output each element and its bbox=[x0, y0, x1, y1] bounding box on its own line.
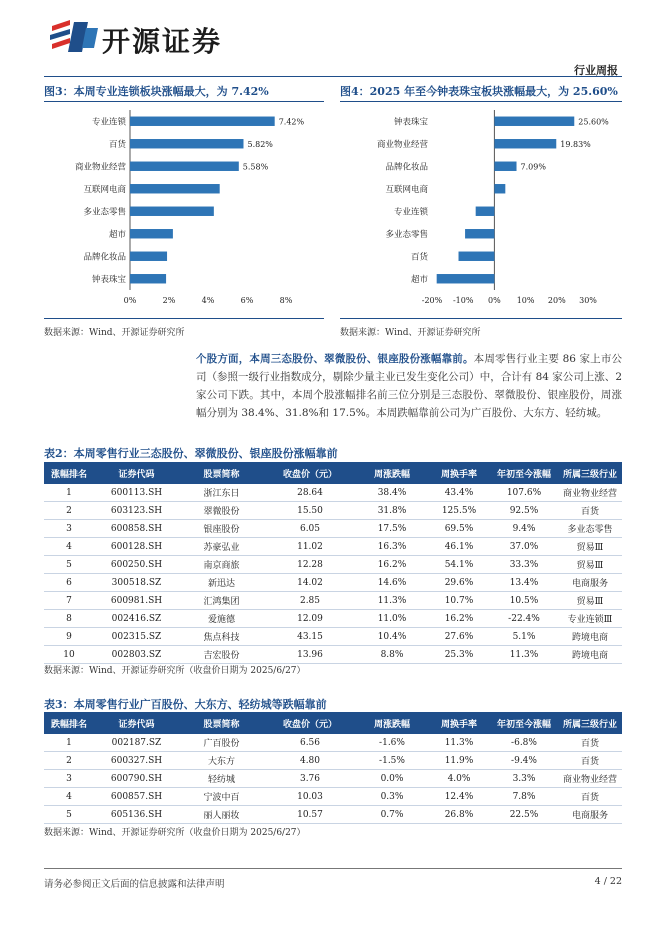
category-label: 超市 bbox=[410, 274, 428, 285]
table-cell: 3 bbox=[44, 770, 94, 788]
table-cell: 电商服务 bbox=[558, 806, 622, 824]
table-cell: 600981.SH bbox=[94, 592, 179, 610]
fig4-source: 数据来源：Wind、开源证券研究所 bbox=[340, 328, 481, 338]
table-cell: 10.03 bbox=[264, 788, 356, 806]
table-cell: 46.1% bbox=[428, 538, 490, 556]
table-cell: 002803.SZ bbox=[94, 646, 179, 664]
table3-title: 表3：本周零售行业广百股份、大东方、轻纺城等跌幅靠前 bbox=[44, 698, 327, 711]
table-cell: 0.3% bbox=[356, 788, 428, 806]
table-cell: 轻纺城 bbox=[179, 770, 264, 788]
table-cell: 宁波中百 bbox=[179, 788, 264, 806]
table-cell: 125.5% bbox=[428, 502, 490, 520]
category-label: 专业连锁 bbox=[393, 207, 428, 218]
bar-1 bbox=[130, 117, 275, 126]
table-cell: 0.0% bbox=[356, 770, 428, 788]
table-row bbox=[44, 520, 622, 538]
table-header-row bbox=[44, 712, 622, 734]
table-cell: 16.2% bbox=[356, 556, 428, 574]
column-header: 股票简称 bbox=[179, 462, 264, 484]
table-cell: 22.5% bbox=[490, 806, 558, 824]
table-cell: -6.8% bbox=[490, 734, 558, 752]
category-label: 百货 bbox=[108, 139, 126, 150]
table-cell: 爱施德 bbox=[179, 610, 264, 628]
x-tick-label: 10% bbox=[516, 296, 535, 305]
table2-title: 表2：本周零售行业三态股份、翠微股份、银座股份涨幅靠前 bbox=[44, 447, 338, 460]
bar-3 bbox=[130, 162, 239, 171]
table-cell: 600113.SH bbox=[94, 484, 179, 502]
table-cell: 4.80 bbox=[264, 752, 356, 770]
table-cell: 603123.SH bbox=[94, 502, 179, 520]
bar-8 bbox=[437, 274, 495, 283]
table-cell: 新迅达 bbox=[179, 574, 264, 592]
table-cell: 3.76 bbox=[264, 770, 356, 788]
column-header: 年初至今涨幅 bbox=[490, 712, 558, 734]
table-cell: 600790.SH bbox=[94, 770, 179, 788]
table-row bbox=[44, 592, 622, 610]
table-row bbox=[44, 556, 622, 574]
category-label: 互联网电商 bbox=[385, 184, 428, 195]
table-cell: 2 bbox=[44, 752, 94, 770]
footer-divider bbox=[44, 868, 622, 869]
table-cell: 600327.SH bbox=[94, 752, 179, 770]
table-cell: 27.6% bbox=[428, 628, 490, 646]
table-cell: 300518.SZ bbox=[94, 574, 179, 592]
bar-2 bbox=[130, 139, 243, 148]
table-row bbox=[44, 646, 622, 664]
table-cell: 69.5% bbox=[428, 520, 490, 538]
table-cell: 600128.SH bbox=[94, 538, 179, 556]
table-cell: 1 bbox=[44, 484, 94, 502]
table-cell: 专业连锁Ⅲ bbox=[558, 610, 622, 628]
x-tick-label: 0% bbox=[488, 296, 501, 305]
table-cell: 16.2% bbox=[428, 610, 490, 628]
category-label: 品牌化妆品 bbox=[385, 162, 428, 173]
table-cell: 92.5% bbox=[490, 502, 558, 520]
bar-8 bbox=[130, 274, 166, 283]
bar-4 bbox=[494, 184, 505, 193]
table-row bbox=[44, 788, 622, 806]
table-cell: 10 bbox=[44, 646, 94, 664]
table-cell: 汇鸿集团 bbox=[179, 592, 264, 610]
bar-6 bbox=[130, 229, 173, 238]
body-paragraph bbox=[196, 350, 622, 422]
column-header: 所属三级行业 bbox=[558, 712, 622, 734]
bar-6 bbox=[465, 229, 494, 238]
table-cell: 贸易Ⅲ bbox=[558, 592, 622, 610]
table-cell: 11.3% bbox=[356, 592, 428, 610]
table-cell: 10.5% bbox=[490, 592, 558, 610]
table-cell: 12.4% bbox=[428, 788, 490, 806]
table-cell: 11.3% bbox=[490, 646, 558, 664]
column-header: 周换手率 bbox=[428, 462, 490, 484]
category-label: 商业物业经营 bbox=[74, 162, 126, 173]
data-label: 19.83% bbox=[560, 139, 591, 149]
bar-5 bbox=[130, 207, 214, 216]
table-cell: 9 bbox=[44, 628, 94, 646]
fig4-chart bbox=[340, 106, 622, 316]
table-row bbox=[44, 502, 622, 520]
table-cell: 107.6% bbox=[490, 484, 558, 502]
table-cell: 跨境电商 bbox=[558, 646, 622, 664]
table-cell: -1.5% bbox=[356, 752, 428, 770]
table-row bbox=[44, 752, 622, 770]
category-label: 专业连锁 bbox=[91, 117, 126, 128]
x-tick-label: 0% bbox=[123, 296, 137, 305]
table-cell: 43.4% bbox=[428, 484, 490, 502]
table-cell: 0.7% bbox=[356, 806, 428, 824]
table-cell: 9.4% bbox=[490, 520, 558, 538]
table-row bbox=[44, 484, 622, 502]
data-label: 5.58% bbox=[242, 162, 269, 172]
table-cell: -1.6% bbox=[356, 734, 428, 752]
category-label: 钟表珠宝 bbox=[393, 117, 428, 128]
table-row bbox=[44, 610, 622, 628]
table-cell: 商业物业经营 bbox=[558, 770, 622, 788]
table-cell: 3 bbox=[44, 520, 94, 538]
column-header: 周涨跌幅 bbox=[356, 712, 428, 734]
table-cell: 多业态零售 bbox=[558, 520, 622, 538]
bar-1 bbox=[494, 117, 574, 126]
table-cell: 605136.SH bbox=[94, 806, 179, 824]
column-header: 证券代码 bbox=[94, 712, 179, 734]
column-header: 年初至今涨幅 bbox=[490, 462, 558, 484]
x-tick-label: 30% bbox=[579, 296, 597, 305]
table-cell: 浙江东日 bbox=[179, 484, 264, 502]
category-label: 多业态零售 bbox=[83, 207, 126, 218]
table-cell: 翠微股份 bbox=[179, 502, 264, 520]
fig3-chart bbox=[44, 106, 324, 316]
report-type-label: 行业周报 bbox=[574, 64, 618, 77]
table-row bbox=[44, 734, 622, 752]
table-row bbox=[44, 806, 622, 824]
table-cell: 11.0% bbox=[356, 610, 428, 628]
column-header: 证券代码 bbox=[94, 462, 179, 484]
table-cell: 百货 bbox=[558, 752, 622, 770]
fig3-bottom-rule bbox=[44, 318, 324, 319]
table-cell: 14.02 bbox=[264, 574, 356, 592]
table-cell: 002416.SZ bbox=[94, 610, 179, 628]
table-row bbox=[44, 770, 622, 788]
paragraph-lead: 个股方面，本周三态股份、翠微股份、银座股份涨幅靠前。 bbox=[196, 353, 474, 365]
x-tick-label: -10% bbox=[452, 296, 474, 305]
table-cell: 6 bbox=[44, 574, 94, 592]
fig3-title: 图3：本周专业连锁板块涨幅最大，为 7.42% bbox=[44, 85, 269, 98]
table-cell: 11.02 bbox=[264, 538, 356, 556]
x-tick-label: 4% bbox=[201, 296, 215, 305]
table-cell: 26.8% bbox=[428, 806, 490, 824]
table-cell: 16.3% bbox=[356, 538, 428, 556]
table-cell: 丽人丽妆 bbox=[179, 806, 264, 824]
x-tick-label: 2% bbox=[162, 296, 176, 305]
table-cell: 2 bbox=[44, 502, 94, 520]
paragraph-text: 本周零售行业主要 86 家上市公司（参照一级行业指数成分，剔除少量主业已发生变化公司）中，合计有 84 家公司上涨、2 家公司下跌。其中，本周个股涨幅排名前三位分别是三态股份、翠微股份、银座股份，周涨幅分别为 38.4%、31.8%和 17.5%。本周跌幅靠前公司为广百股份、大东方、轻纺城。 bbox=[196, 353, 622, 419]
table-cell: 电商服务 bbox=[558, 574, 622, 592]
bar-7 bbox=[130, 252, 167, 261]
table3-source: 数据来源：Wind、开源证券研究所（收盘价日期为 2025/6/27） bbox=[44, 828, 306, 838]
column-header: 所属三级行业 bbox=[558, 462, 622, 484]
column-header: 股票简称 bbox=[179, 712, 264, 734]
bar-3 bbox=[494, 162, 516, 171]
table-cell: 跨境电商 bbox=[558, 628, 622, 646]
table-cell: 8.8% bbox=[356, 646, 428, 664]
table3 bbox=[44, 712, 622, 824]
brand-logo bbox=[48, 18, 100, 56]
table-cell: 54.1% bbox=[428, 556, 490, 574]
table-cell: 11.9% bbox=[428, 752, 490, 770]
x-tick-label: 6% bbox=[240, 296, 254, 305]
table-cell: 10.57 bbox=[264, 806, 356, 824]
bar-4 bbox=[130, 184, 220, 193]
table-cell: 3.3% bbox=[490, 770, 558, 788]
table-cell: -22.4% bbox=[490, 610, 558, 628]
fig4-title-rule bbox=[340, 101, 622, 102]
table-cell: 29.6% bbox=[428, 574, 490, 592]
table-cell: 6.05 bbox=[264, 520, 356, 538]
column-header: 周涨跌幅 bbox=[356, 462, 428, 484]
x-tick-label: 8% bbox=[279, 296, 293, 305]
category-label: 商业物业经营 bbox=[376, 139, 428, 150]
table-cell: 002187.SZ bbox=[94, 734, 179, 752]
table2-source: 数据来源：Wind、开源证券研究所（收盘价日期为 2025/6/27） bbox=[44, 666, 306, 676]
table-cell: 43.15 bbox=[264, 628, 356, 646]
table-row bbox=[44, 628, 622, 646]
table-cell: 37.0% bbox=[490, 538, 558, 556]
table-cell: 广百股份 bbox=[179, 734, 264, 752]
table-cell: 贸易Ⅲ bbox=[558, 556, 622, 574]
table-cell: 焦点科技 bbox=[179, 628, 264, 646]
fig3-source: 数据来源：Wind、开源证券研究所 bbox=[44, 328, 185, 338]
table-cell: 8 bbox=[44, 610, 94, 628]
bar-5 bbox=[476, 207, 495, 216]
table-cell: 百货 bbox=[558, 502, 622, 520]
table-cell: 银座股份 bbox=[179, 520, 264, 538]
bar-2 bbox=[494, 139, 556, 148]
table-cell: 4 bbox=[44, 538, 94, 556]
data-label: 7.42% bbox=[278, 117, 305, 127]
column-header: 收盘价（元） bbox=[264, 712, 356, 734]
table-cell: 7.8% bbox=[490, 788, 558, 806]
brand-name: 开源证券 bbox=[102, 25, 223, 58]
data-label: 7.09% bbox=[520, 162, 546, 172]
category-label: 百货 bbox=[410, 252, 428, 263]
table-cell: 1 bbox=[44, 734, 94, 752]
table-cell: 12.09 bbox=[264, 610, 356, 628]
table-cell: 百货 bbox=[558, 788, 622, 806]
table-cell: 4.0% bbox=[428, 770, 490, 788]
table-cell: 600857.SH bbox=[94, 788, 179, 806]
table-cell: 2.85 bbox=[264, 592, 356, 610]
table-cell: 商业物业经营 bbox=[558, 484, 622, 502]
table-cell: 002315.SZ bbox=[94, 628, 179, 646]
category-label: 多业态零售 bbox=[385, 229, 428, 240]
table-cell: 5 bbox=[44, 556, 94, 574]
x-tick-label: -20% bbox=[421, 296, 443, 305]
table-cell: 10.7% bbox=[428, 592, 490, 610]
table-cell: 12.28 bbox=[264, 556, 356, 574]
footer-disclaimer: 请务必参阅正文后面的信息披露和法律声明 bbox=[44, 879, 225, 890]
table-cell: 33.3% bbox=[490, 556, 558, 574]
table-cell: 5.1% bbox=[490, 628, 558, 646]
table-cell: 贸易Ⅲ bbox=[558, 538, 622, 556]
logo-mark-icon bbox=[48, 18, 100, 56]
data-label: 25.60% bbox=[578, 117, 609, 127]
fig3-title-rule bbox=[44, 101, 324, 102]
table-row bbox=[44, 538, 622, 556]
table-cell: 17.5% bbox=[356, 520, 428, 538]
table-cell: 大东方 bbox=[179, 752, 264, 770]
table-cell: 14.6% bbox=[356, 574, 428, 592]
table-row bbox=[44, 574, 622, 592]
table-cell: 600250.SH bbox=[94, 556, 179, 574]
header-divider bbox=[44, 76, 622, 77]
column-header: 跌幅排名 bbox=[44, 712, 94, 734]
category-label: 超市 bbox=[108, 229, 126, 240]
table-cell: 10.4% bbox=[356, 628, 428, 646]
table-cell: 吉宏股份 bbox=[179, 646, 264, 664]
table-cell: 5 bbox=[44, 806, 94, 824]
x-tick-label: 20% bbox=[547, 296, 566, 305]
table-cell: 13.96 bbox=[264, 646, 356, 664]
table-cell: 7 bbox=[44, 592, 94, 610]
table-header-row bbox=[44, 462, 622, 484]
column-header: 收盘价（元） bbox=[264, 462, 356, 484]
table-cell: 25.3% bbox=[428, 646, 490, 664]
category-label: 钟表珠宝 bbox=[91, 274, 126, 285]
fig4-bottom-rule bbox=[340, 318, 622, 319]
table-cell: 31.8% bbox=[356, 502, 428, 520]
category-label: 互联网电商 bbox=[83, 184, 126, 195]
table-cell: 6.56 bbox=[264, 734, 356, 752]
table-cell: -9.4% bbox=[490, 752, 558, 770]
category-label: 品牌化妆品 bbox=[83, 252, 126, 263]
table-cell: 苏豪弘业 bbox=[179, 538, 264, 556]
bar-7 bbox=[459, 252, 495, 261]
column-header: 周换手率 bbox=[428, 712, 490, 734]
column-header: 涨幅排名 bbox=[44, 462, 94, 484]
page-number: 4 / 22 bbox=[594, 876, 622, 887]
table-cell: 15.50 bbox=[264, 502, 356, 520]
data-label: 5.82% bbox=[247, 139, 273, 149]
table-cell: 38.4% bbox=[356, 484, 428, 502]
table2 bbox=[44, 462, 622, 664]
table-cell: 4 bbox=[44, 788, 94, 806]
table-cell: 11.3% bbox=[428, 734, 490, 752]
fig4-title: 图4：2025 年至今钟表珠宝板块涨幅最大，为 25.60% bbox=[340, 85, 618, 98]
table-cell: 13.4% bbox=[490, 574, 558, 592]
table-cell: 600858.SH bbox=[94, 520, 179, 538]
table-cell: 百货 bbox=[558, 734, 622, 752]
table-cell: 28.64 bbox=[264, 484, 356, 502]
table-cell: 南京商旅 bbox=[179, 556, 264, 574]
